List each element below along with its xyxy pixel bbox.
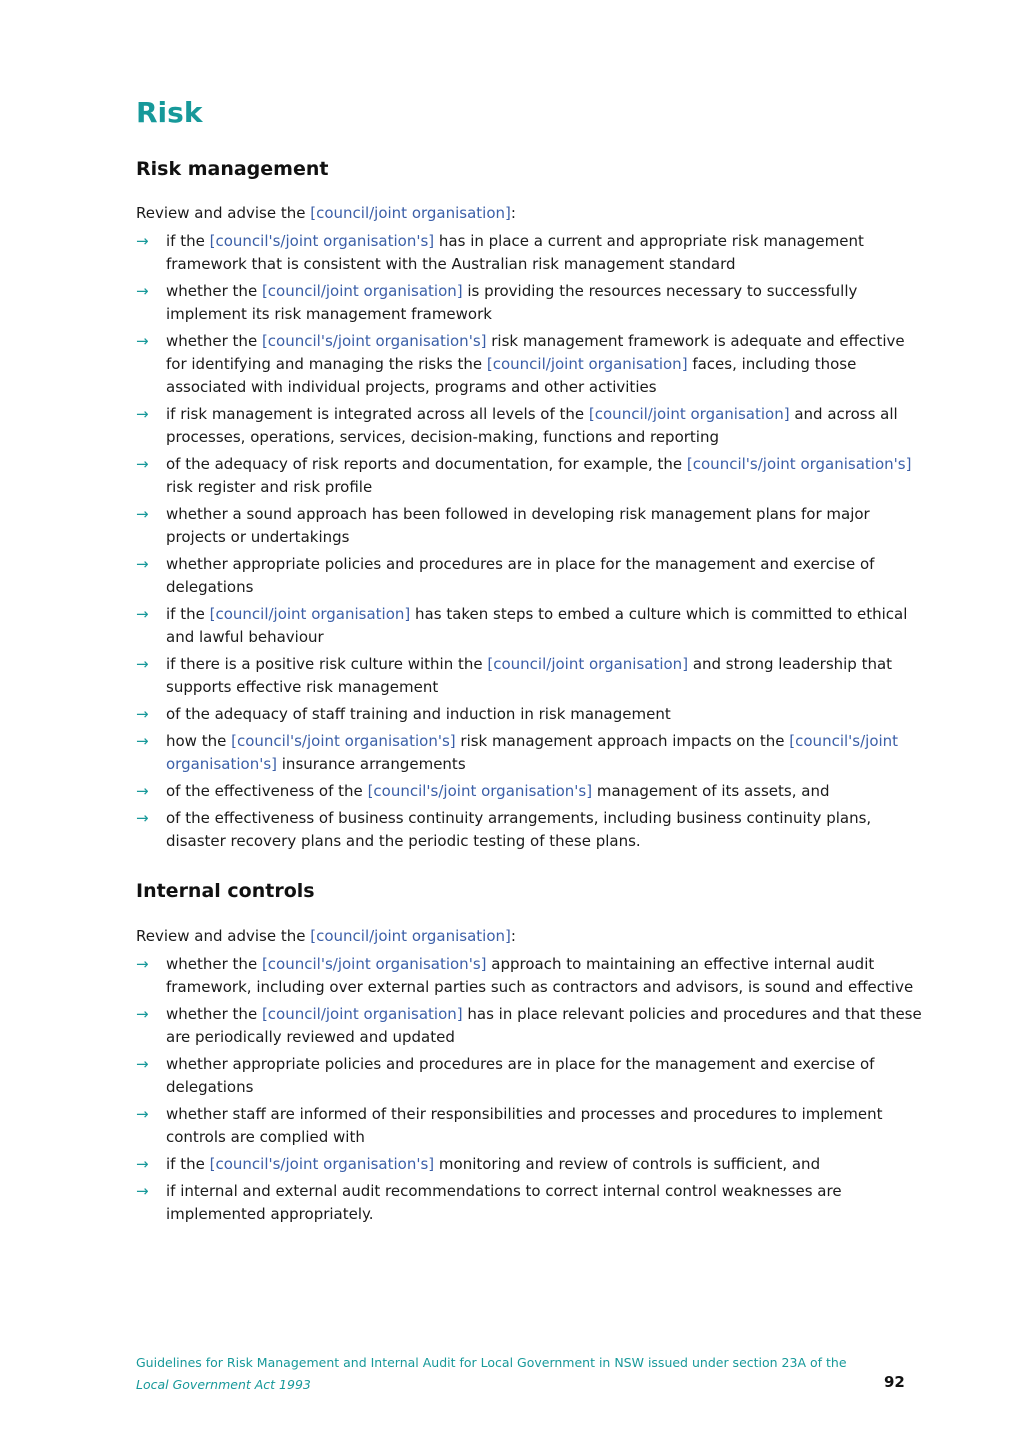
arrow-right-icon: →: [136, 332, 149, 350]
arrow-right-icon: →: [136, 1105, 149, 1123]
list-item: [136, 1103, 926, 1149]
text-run: monitoring and review of controls is sufficient, and: [434, 1155, 821, 1173]
text-run: whether the: [166, 1005, 262, 1023]
text-run: whether the: [166, 332, 262, 350]
placeholder-text: [council's/joint organisation's]: [166, 732, 899, 773]
placeholder-text: [council/joint organisation]: [588, 405, 790, 423]
arrow-right-icon: →: [136, 1182, 149, 1200]
placeholder-text: [council/joint organisation]: [209, 605, 411, 623]
text-run: if the: [166, 605, 210, 623]
placeholder-text: [council's/joint organisation's]: [209, 232, 435, 250]
list-item: [136, 1153, 926, 1176]
list-item: [136, 703, 926, 726]
arrow-right-icon: →: [136, 1155, 149, 1173]
text-run: whether appropriate policies and procedures are in place for the management and exercise of delegations: [166, 1055, 875, 1096]
text-run: whether staff are informed of their responsibilities and processes and procedures to implement controls are complied with: [166, 1105, 883, 1146]
arrow-right-icon: →: [136, 405, 149, 423]
placeholder-text: [council/joint organisation]: [310, 927, 511, 945]
text-run: Review and advise the: [136, 927, 311, 945]
text-run: faces, including those associated with individual projects, programs and other activities: [166, 355, 857, 396]
text-run: insurance arrangements: [277, 755, 466, 773]
arrow-right-icon: →: [136, 282, 149, 300]
placeholder-text: [council/joint organisation]: [310, 204, 511, 222]
text-run: :: [510, 927, 516, 945]
placeholder-text: [council/joint organisation]: [261, 282, 463, 300]
text-run: of the adequacy of staff training and induction in risk management: [166, 705, 671, 723]
footer-citation: [136, 1352, 866, 1396]
text-run: of the effectiveness of the: [166, 782, 368, 800]
text-run: if internal and external audit recommendations to correct internal control weaknesses are implemented appropriately.: [166, 1182, 842, 1223]
arrow-right-icon: →: [136, 655, 149, 673]
text-run: if the: [166, 1155, 210, 1173]
list-item: [136, 1003, 926, 1049]
arrow-right-icon: →: [136, 809, 149, 827]
internal-controls-intro: [136, 925, 516, 948]
arrow-right-icon: →: [136, 955, 149, 973]
list-item: [136, 1180, 926, 1226]
text-run: how the: [166, 732, 232, 750]
placeholder-text: [council/joint organisation]: [486, 355, 688, 373]
list-item: [136, 1053, 926, 1099]
list-item: [136, 780, 926, 803]
text-run: and strong leadership that supports effective risk management: [166, 655, 893, 696]
text-run: has in place a current and appropriate risk management framework that is consistent with the Australian risk management standard: [166, 232, 864, 273]
footer-text: Guidelines for Risk Management and Internal Audit for Local Government in NSW issued under section 23A of the: [136, 1355, 847, 1370]
list-item: [136, 503, 926, 549]
risk-management-intro: [136, 202, 516, 225]
page-title: Risk: [136, 96, 203, 129]
text-run: is providing the resources necessary to successfully implement its risk management framework: [166, 282, 858, 323]
placeholder-text: [council's/joint organisation's]: [261, 955, 487, 973]
text-run: whether appropriate policies and procedures are in place for the management and exercise of delegations: [166, 555, 875, 596]
list-item: [136, 730, 926, 776]
placeholder-text: [council's/joint organisation's]: [686, 455, 912, 473]
placeholder-text: [council's/joint organisation's]: [367, 782, 593, 800]
list-item: [136, 653, 926, 699]
page-number: 92: [884, 1373, 905, 1391]
text-run: if risk management is integrated across all levels of the: [166, 405, 589, 423]
list-item: [136, 230, 926, 276]
text-run: and across all processes, operations, services, decision-making, functions and reporting: [166, 405, 898, 446]
text-run: Review and advise the: [136, 204, 311, 222]
risk-management-list: [136, 230, 926, 857]
placeholder-text: [council/joint organisation]: [487, 655, 689, 673]
text-run: of the adequacy of risk reports and documentation, for example, the: [166, 455, 687, 473]
section-heading-internal-controls: Internal controls: [136, 880, 315, 902]
placeholder-text: [council/joint organisation]: [261, 1005, 463, 1023]
list-item: [136, 453, 926, 499]
text-run: management of its assets, and: [592, 782, 830, 800]
list-item: [136, 330, 926, 399]
placeholder-text: [council's/joint organisation's]: [209, 1155, 435, 1173]
arrow-right-icon: →: [136, 232, 149, 250]
list-item: [136, 553, 926, 599]
list-item: [136, 953, 926, 999]
arrow-right-icon: →: [136, 782, 149, 800]
list-item: [136, 280, 926, 326]
arrow-right-icon: →: [136, 605, 149, 623]
arrow-right-icon: →: [136, 1005, 149, 1023]
arrow-right-icon: →: [136, 1055, 149, 1073]
placeholder-text: [council's/joint organisation's]: [261, 332, 487, 350]
section-heading-risk-management: Risk management: [136, 158, 329, 180]
placeholder-text: [council's/joint organisation's]: [231, 732, 456, 750]
text-run: has taken steps to embed a culture which is committed to ethical and lawful behaviour: [166, 605, 908, 646]
text-run: whether the: [166, 955, 262, 973]
text-run: risk register and risk profile: [166, 478, 373, 496]
list-item: [136, 603, 926, 649]
list-item: [136, 403, 926, 449]
arrow-right-icon: →: [136, 705, 149, 723]
footer-act-title: Local Government Act 1993: [136, 1377, 311, 1392]
text-run: :: [510, 204, 516, 222]
arrow-right-icon: →: [136, 505, 149, 523]
arrow-right-icon: →: [136, 455, 149, 473]
arrow-right-icon: →: [136, 732, 149, 750]
text-run: risk management framework is adequate and effective for identifying and managing the risks the: [166, 332, 905, 373]
text-run: whether the: [166, 282, 262, 300]
text-run: approach to maintaining an effective internal audit framework, including over external parties such as contractors and advisors, is sound and effective: [166, 955, 914, 996]
text-run: has in place relevant policies and procedures and that these are periodically reviewed and updated: [166, 1005, 922, 1046]
text-run: if the: [166, 232, 210, 250]
text-run: of the effectiveness of business continuity arrangements, including business continuity plans, disaster recovery plans and the periodic testing of these plans.: [166, 809, 872, 850]
text-run: risk management approach impacts on the: [455, 732, 790, 750]
arrow-right-icon: →: [136, 555, 149, 573]
internal-controls-list: [136, 953, 926, 1230]
text-run: whether a sound approach has been followed in developing risk management plans for major projects or undertakings: [166, 505, 870, 546]
list-item: [136, 807, 926, 853]
text-run: if there is a positive risk culture within the: [166, 655, 488, 673]
